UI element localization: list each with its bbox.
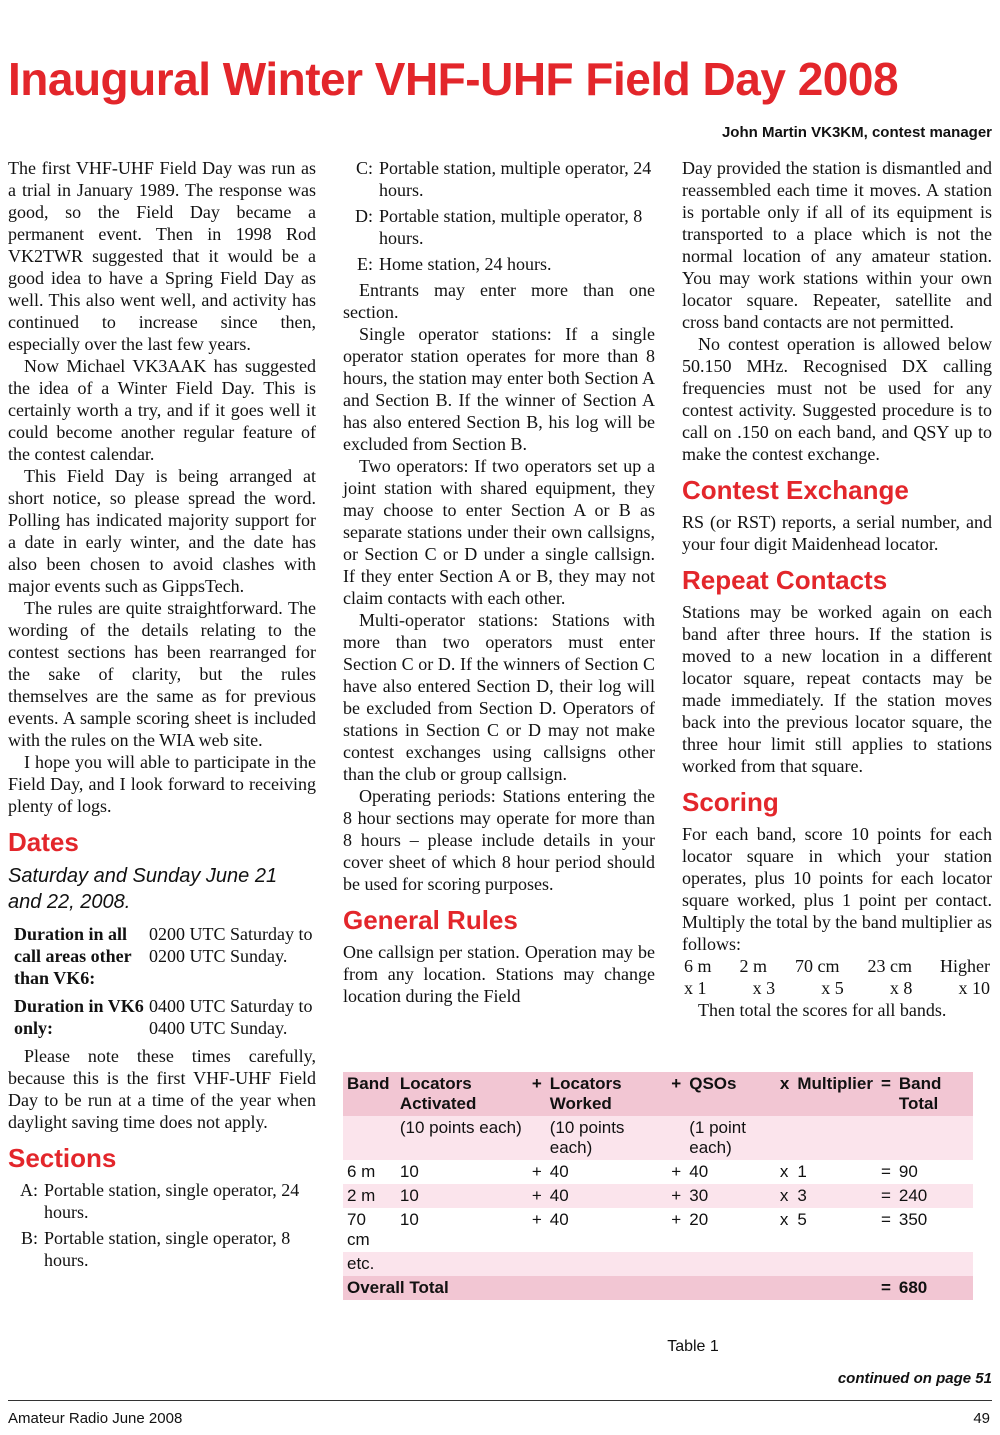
table-cell: 70 cm — [343, 1208, 396, 1252]
table-cell: etc. — [343, 1252, 396, 1276]
table-cell: + — [528, 1184, 546, 1208]
table-cell: 2 m — [343, 1184, 396, 1208]
section-key: C: — [355, 158, 373, 178]
table-row — [343, 1160, 973, 1184]
mult-band: 6 m — [684, 956, 712, 976]
table-header: Locators Activated — [396, 1072, 528, 1116]
table-cell: + — [667, 1160, 685, 1184]
table-cell — [895, 1116, 973, 1160]
table-header: + — [528, 1072, 546, 1116]
dates-subtitle: Saturday and Sunday June 21 and 22, 2008. — [8, 865, 278, 913]
section-text: Portable station, multiple operator, 8 hours. — [379, 206, 643, 248]
duration-label: Duration in VK6 only: — [14, 996, 144, 1038]
total-eq: = — [877, 1276, 895, 1300]
table-cell — [793, 1252, 877, 1276]
section-item — [343, 253, 655, 275]
table-cell: 10 — [396, 1208, 528, 1252]
table-cell — [793, 1116, 877, 1160]
table-cell — [667, 1252, 685, 1276]
table-cell — [343, 1116, 396, 1160]
section-item — [8, 1179, 316, 1223]
mult-band: Higher — [939, 956, 990, 976]
duration-row — [14, 923, 316, 989]
table-cell: 6 m — [343, 1160, 396, 1184]
paragraph: One callsign per station. Operation may be from any location. Stations may change location during the Field — [343, 942, 655, 1006]
column-1 — [8, 157, 316, 1275]
total-value: 680 — [895, 1276, 973, 1300]
table-cell: 240 — [895, 1184, 973, 1208]
section-text: Portable station, single operator, 8 hours. — [44, 1228, 291, 1270]
paragraph: RS (or RST) reports, a serial number, and your four digit Maidenhead locator. — [682, 512, 992, 554]
table-cell: = — [877, 1184, 895, 1208]
section-key: D: — [355, 206, 373, 226]
table-cell: + — [528, 1208, 546, 1252]
paragraph: Entrants may enter more than one section. — [343, 280, 655, 322]
table-cell — [667, 1116, 685, 1160]
continued-note: continued on page 51 — [837, 1370, 992, 1387]
table-cell — [877, 1252, 895, 1276]
multiplier-bands — [682, 955, 992, 977]
section-text: Portable station, multiple operator, 24 hours. — [379, 158, 652, 200]
table-cell: 40 — [685, 1160, 776, 1184]
table-cell: x — [776, 1208, 793, 1252]
section-text: Portable station, single operator, 24 hours. — [44, 1180, 300, 1222]
table-cell: 1 — [793, 1160, 877, 1184]
section-item — [343, 157, 655, 201]
paragraph: Please note these times carefully, because this is the first VHF-UHF Field Day to be run at a time of the year when daylight saving time does not apply. — [8, 1046, 316, 1132]
table-cell — [776, 1252, 793, 1276]
table-cell — [546, 1252, 668, 1276]
table-header: QSOs — [685, 1072, 776, 1116]
mult-value: x 5 — [821, 978, 844, 998]
section-key: B: — [20, 1228, 38, 1248]
section-text: Home station, 24 hours. — [379, 254, 552, 274]
table-total-row — [343, 1276, 973, 1300]
table-cell — [793, 1276, 877, 1300]
duration-value: 0400 UTC Saturday to 0400 UTC Sunday. — [149, 996, 313, 1038]
table-cell — [528, 1116, 546, 1160]
paragraph: Two operators: If two operators set up a joint station with shared equipment, they may choose to enter Section A or B as separate stations under their own callsigns, or Section C or D under a single callsign. If they enter Section A or B, they may not claim contacts with each other. — [343, 456, 655, 608]
paragraph: Multi-operator stations: Stations with more than two operators must enter Section C or D. If the winners of Section C have also entered Section D, their log will be excluded from Section D. Operators of stations in Section C or D may not make contest exchanges using callsigns other than the club or group callsign. — [343, 610, 655, 784]
table-cell: x — [776, 1160, 793, 1184]
table-row — [343, 1208, 973, 1252]
section-key: E: — [357, 254, 373, 274]
table-cell: = — [877, 1160, 895, 1184]
paragraph: For each band, score 10 points for each locator square in which your station operates, plus 10 points for each locator square worked, plus 1 point per contact. Multiply the total by the band multiplier as follows: — [682, 824, 992, 954]
table-cell — [877, 1116, 895, 1160]
table-cell — [396, 1252, 528, 1276]
table-cell: 350 — [895, 1208, 973, 1252]
mult-value: x 8 — [889, 978, 913, 998]
section-item — [343, 205, 655, 249]
table-row — [343, 1252, 973, 1276]
table-header: + — [667, 1072, 685, 1116]
table-row — [343, 1184, 973, 1208]
column-2 — [343, 157, 655, 1007]
scoring-table-wrap — [343, 1072, 973, 1300]
mult-value: x 3 — [752, 978, 776, 998]
table-cell: 10 — [396, 1184, 528, 1208]
mult-value: x 10 — [958, 978, 990, 998]
repeat-contacts-heading: Repeat Contacts — [682, 565, 888, 595]
table-cell: = — [877, 1208, 895, 1252]
duration-value: 0200 UTC Saturday to 0200 UTC Sunday. — [149, 924, 313, 966]
sections-heading: Sections — [8, 1143, 117, 1173]
table-cell: (1 point each) — [685, 1116, 776, 1160]
paragraph: Operating periods: Stations entering the 8 hour sections may operate for more than 8 hours – please include details in your cover sheet of which 8 hour period should be used for scoring purposes. — [343, 786, 655, 894]
table-header: x — [776, 1072, 793, 1116]
table-cell — [776, 1116, 793, 1160]
byline: John Martin VK3KM, contest manager — [721, 124, 992, 141]
dates-heading: Dates — [8, 827, 79, 857]
table-cell: x — [776, 1184, 793, 1208]
scoring-table — [343, 1072, 973, 1300]
paragraph: Then total the scores for all bands. — [698, 1000, 947, 1020]
table-cell: 90 — [895, 1160, 973, 1184]
paragraph: The rules are quite straightforward. The wording of the details relating to the contest sections has been rearranged for the sake of clarity, but the rules themselves are the same as for previous events. A sample scoring sheet is included with the rules on the WIA web site. — [8, 598, 316, 750]
table-header: Locators Worked — [546, 1072, 668, 1116]
mult-value: x 1 — [684, 978, 707, 998]
table-header: = — [877, 1072, 895, 1116]
table-cell: 40 — [546, 1184, 668, 1208]
paragraph: No contest operation is allowed below 50.150 MHz. Recognised DX calling frequencies must not be used for any contest activity. Suggested procedure is to call on .150 on each band, and QSY up to make the contest exchange. — [682, 334, 992, 464]
duration-row — [14, 995, 316, 1039]
mult-band: 23 cm — [867, 956, 912, 976]
table-cell: + — [667, 1208, 685, 1252]
table-header-row — [343, 1072, 973, 1116]
table-header: Multiplier — [793, 1072, 877, 1116]
table-header: Band Total — [895, 1072, 973, 1116]
table-cell: + — [528, 1160, 546, 1184]
paragraph: Stations may be worked again on each band after three hours. If the station is moved to a new location in a different locator square, repeat contacts may be made immediately. If the station moves back into the previous locator square, the three hour limit still applies to stations worked from that square. — [682, 602, 992, 776]
general-rules-heading: General Rules — [343, 905, 518, 935]
table-cell: 40 — [546, 1160, 668, 1184]
paragraph: Single operator stations: If a single operator station operates for more than 8 hours, the station may enter both Section A and Section B. If the winner of Section A has also entered Section B, his log will be excluded from Section B. — [343, 324, 655, 454]
table-cell: 10 — [396, 1160, 528, 1184]
mult-band: 2 m — [739, 956, 768, 976]
table-cell: 20 — [685, 1208, 776, 1252]
table-subheader-row — [343, 1116, 973, 1160]
total-label: Overall Total — [343, 1276, 793, 1300]
table-cell: (10 points each) — [546, 1116, 668, 1160]
table-caption: Table 1 — [667, 1338, 719, 1355]
table-cell: 5 — [793, 1208, 877, 1252]
paragraph: Day provided the station is dismantled and reassembled each time it moves. A station is portable only if all of its equipment is transported to a place which is not the normal location of any amateur station. You may work stations within your own locator square. Repeater, satellite and cross band contacts are not permitted. — [682, 158, 992, 332]
scoring-heading: Scoring — [682, 787, 779, 817]
table-cell — [895, 1252, 973, 1276]
table-cell: 3 — [793, 1184, 877, 1208]
paragraph: Now Michael VK3AAK has suggested the idea of a Winter Field Day. This is certainly worth a try, and if it goes well it could become another regular feature of the contest calendar. — [8, 356, 316, 464]
paragraph: The first VHF-UHF Field Day was run as a trial in January 1989. The response was good, so the Field Day became a permanent event. Then in 1998 Rod VK2TWR suggested that it would be a good idea to have a Spring Field Day as well. This also went well, and activity has continued to increase since then, especially over the last few years. — [8, 158, 316, 354]
table-cell: (10 points each) — [396, 1116, 528, 1160]
contest-exchange-heading: Contest Exchange — [682, 475, 909, 505]
footer-divider — [8, 1400, 992, 1401]
mult-band: 70 cm — [795, 956, 840, 976]
duration-label: Duration in all call areas other than VK6: — [14, 924, 132, 988]
section-key: A: — [20, 1180, 38, 1200]
table-header: Band — [343, 1072, 396, 1116]
footer-publication: Amateur Radio June 2008 — [8, 1410, 183, 1427]
table-cell — [528, 1252, 546, 1276]
page-number: 49 — [973, 1410, 990, 1427]
multiplier-values — [682, 977, 992, 999]
table-cell: 30 — [685, 1184, 776, 1208]
section-item — [8, 1227, 316, 1271]
table-cell: 40 — [546, 1208, 668, 1252]
paragraph: I hope you will able to participate in the Field Day, and I look forward to receiving plenty of logs. — [8, 752, 316, 816]
paragraph: This Field Day is being arranged at short notice, so please spread the word. Polling has indicated majority support for a date in early winter, and the date has also been chosen to avoid clashes with major events such as GippsTech. — [8, 466, 316, 596]
table-cell — [685, 1252, 776, 1276]
table-cell: + — [667, 1184, 685, 1208]
column-3 — [682, 157, 992, 1021]
article-title: Inaugural Winter VHF-UHF Field Day 2008 — [8, 53, 899, 105]
